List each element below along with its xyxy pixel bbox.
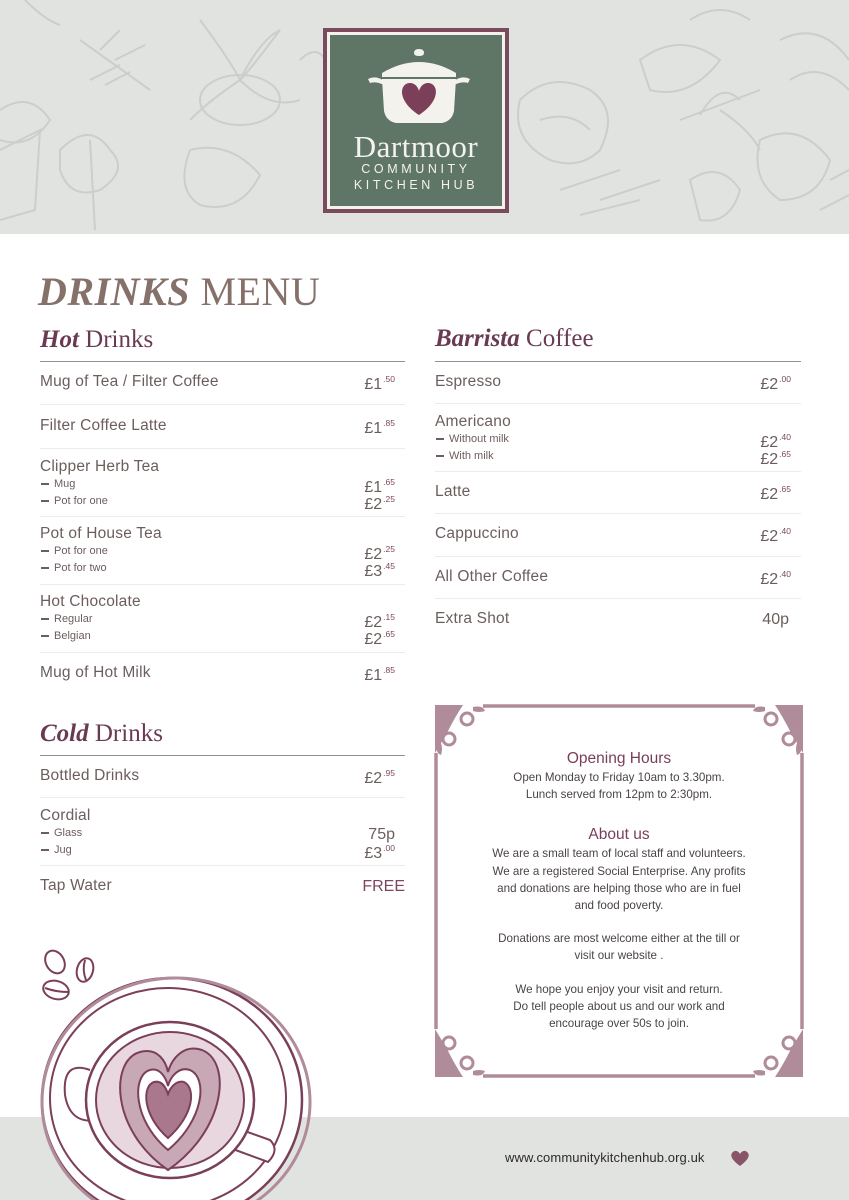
item-price: $£2^{.25}$ [364,544,395,563]
item-price: $£2^{.40}$ [760,569,791,588]
about-us-text: and food poverty. [574,899,664,913]
menu-item [435,599,801,641]
logo [323,28,509,213]
item-price: $£3^{.45}$ [364,561,395,580]
logo-subtitle: COMMUNITY [361,162,471,176]
item-name: Clipper Herb Tea [40,458,160,475]
donations-text: visit our website . [574,949,664,963]
about-us-text: and donations are helping those who are in fuel [497,881,741,895]
about-us-text: We are a registered Social Enterprise. Any profits [492,864,746,878]
item-name: Mug of Hot Milk [40,664,151,681]
item-price: $£2^{.00}$ [760,374,791,393]
menu-item [40,798,405,866]
website-link[interactable]: www.communitykitchenhub.org.uk [505,1150,705,1165]
item-price: $£2^{.40}$ [760,432,791,451]
cooking-pot-heart-icon [366,45,472,125]
coffee-cup-heart-illustration-icon [0,940,330,1200]
heart-icon [730,1149,750,1167]
section-heading: Barrista Coffee [435,321,801,362]
item-price: $£2^{.40}$ [760,526,791,545]
section-heading: Cold Drinks [40,716,405,756]
cold-drinks-section [40,716,405,906]
hot-drinks-section [40,322,405,693]
menu-item [435,362,801,404]
logo-title: Dartmoor [353,129,479,164]
menu-item [435,557,801,599]
item-option: Regular [40,611,405,628]
item-name: Extra Shot [435,610,510,627]
menu-item [40,362,405,405]
menu-item [435,514,801,557]
item-name: Mug of Tea / Filter Coffee [40,373,219,390]
closing-text: encourage over 50s to join. [549,1017,689,1031]
item-option: Pot for one [40,543,405,560]
donations-text: Donations are most welcome either at the till or [498,932,740,946]
menu-item [40,756,405,798]
item-price: 75p [368,826,395,843]
item-price: 40p [762,611,789,628]
item-price: $£1^{.85}$ [364,418,395,437]
item-price: $£2^{.65}$ [760,484,791,503]
opening-hours-heading: Opening Hours [566,750,672,767]
item-price: $£2^{.95}$ [364,768,395,787]
about-us-heading: About us [588,826,650,844]
item-name: All Other Coffee [435,568,549,585]
item-price: $£1^{.65}$ [364,477,395,496]
item-name: Cappuccino [435,525,519,542]
item-option: Without milk [435,431,801,448]
barista-coffee-section [435,321,801,641]
menu-item [435,472,801,514]
item-option: Pot for two [40,560,405,577]
item-price: $£2^{.65}$ [760,449,791,468]
menu-item [40,585,405,653]
item-price: $£3^{.00}$ [364,843,395,862]
header-banner [0,0,849,234]
item-name: Tap Water [40,877,112,894]
opening-hours-text: Lunch served from 12pm to 2:30pm. [525,788,713,802]
closing-text: Do tell people about us and our work and [513,999,725,1013]
item-price: FREE [362,878,405,895]
item-name: Latte [435,483,471,500]
menu-item [40,653,405,693]
item-option: Jug [40,842,405,859]
item-name: Espresso [435,373,502,390]
item-price: $£1^{.85}$ [364,665,395,684]
opening-hours-text: Open Monday to Friday 10am to 3.30pm. [513,771,725,784]
item-option: With milk [435,448,801,465]
menu-item [40,405,405,449]
item-name: Pot of House Tea [40,525,162,542]
menu-item [435,404,801,472]
item-option: Pot for one [40,493,405,510]
item-price: $£2^{.25}$ [364,494,395,513]
about-us-text: We are a small team of local staff and volunteers. [492,847,746,861]
section-heading: Hot Drinks [40,322,405,362]
item-price: $£1^{.50}$ [364,374,395,393]
item-name: Bottled Drinks [40,767,140,784]
item-option: Belgian [40,628,405,645]
menu-item [40,517,405,585]
item-name: Cordial [40,807,91,824]
logo-subtitle: KITCHEN HUB [353,178,479,192]
item-name: Americano [435,413,511,430]
item-option: Glass [40,825,405,842]
closing-text: We hope you enjoy your visit and return. [515,982,723,996]
info-panel [433,703,805,1079]
item-name: Filter Coffee Latte [40,417,167,434]
item-price: $£2^{.15}$ [364,612,395,631]
menu-item [40,866,405,906]
item-price: $£2^{.65}$ [364,629,395,648]
page-title: DRINKS MENU [38,269,321,314]
item-name: Hot Chocolate [40,593,141,610]
item-option: Mug [40,476,405,493]
menu-item [40,449,405,517]
